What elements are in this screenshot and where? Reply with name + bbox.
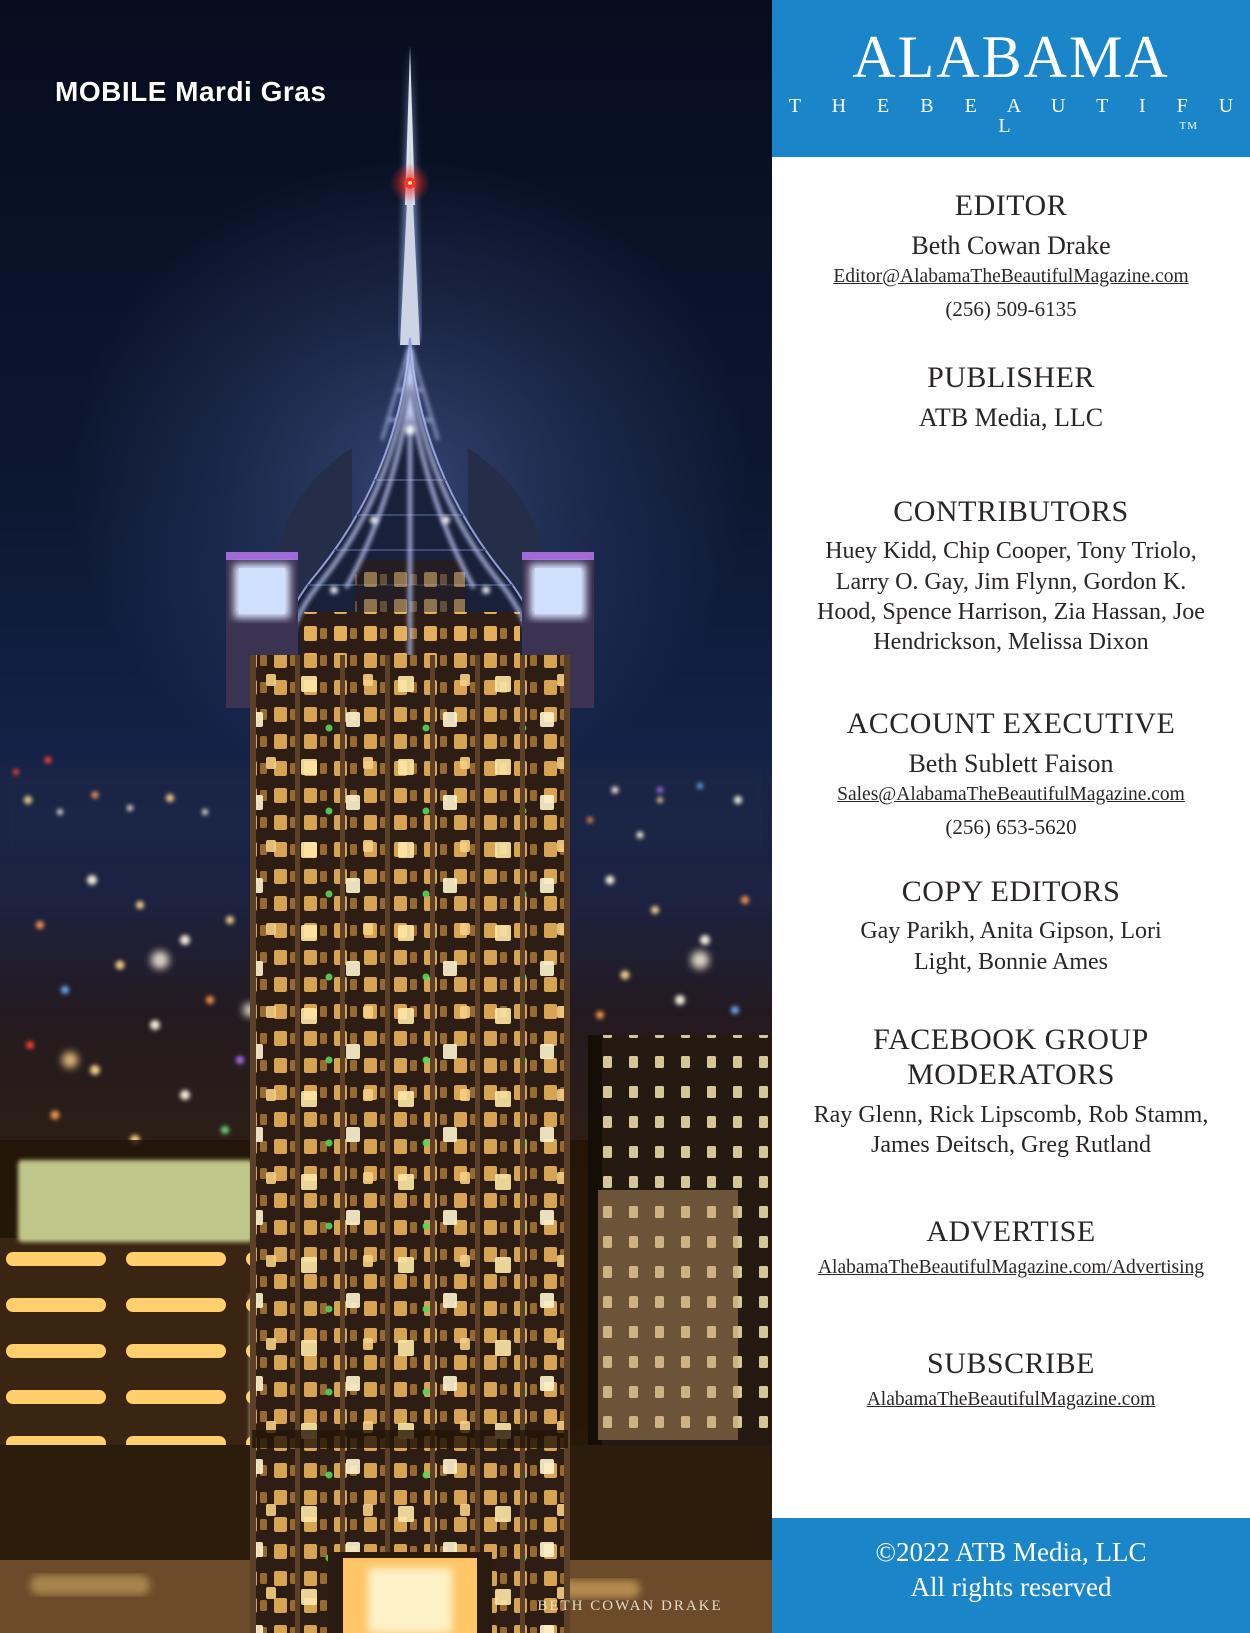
editor-name: Beth Cowan Drake [911, 231, 1111, 261]
account-executive-phone: (256) 653-5620 [945, 814, 1077, 839]
subscribe-link[interactable]: AlabamaTheBeautifulMagazine.com [866, 1389, 1156, 1411]
magazine-logo [772, 0, 1250, 157]
section-heading: CONTRIBUTORS [893, 495, 1129, 528]
section-heading: SUBSCRIBE [927, 1347, 1095, 1380]
photo-caption: MOBILE Mardi Gras [55, 76, 327, 107]
section-subscribe [772, 1346, 1250, 1412]
section-editor [772, 188, 1250, 322]
copy-editors-names: Gay Parikh, Anita Gipson, Lori Light, Bonnie Ames [860, 918, 1162, 975]
account-executive-name: Beth Sublett Faison [908, 749, 1114, 779]
sales-email-link[interactable]: Sales@AlabamaTheBeautifulMagazine.com [837, 783, 1185, 805]
rights-line: All rights reserved [910, 1572, 1112, 1603]
copyright-line: ©2022 ATB Media, LLC [875, 1537, 1147, 1567]
advertise-link[interactable]: AlabamaTheBeautifulMagazine.com/Advertising [817, 1257, 1205, 1279]
section-heading: EDITOR [954, 189, 1068, 222]
section-advertise [772, 1214, 1250, 1280]
section-contributors [772, 494, 1250, 657]
trademark-symbol: TM [1179, 120, 1198, 132]
moderators-names: Ray Glenn, Rick Lipscomb, Rob Stamm, James Deitsch, Greg Rutland [813, 1101, 1209, 1159]
brand-name: ALABAMA [852, 24, 1170, 90]
brand-tagline: T H E B E A U T I F U L [788, 95, 1247, 137]
section-heading: PUBLISHER [927, 361, 1095, 394]
contributors-names: Huey Kidd, Chip Cooper, Tony Triolo, Larry O. Gay, Jim Flynn, Gordon K. Hood, Spence Harrison, Zia Hassan, Joe Hendrickson, Melissa Dixon [817, 538, 1205, 656]
tower-entrance [328, 1552, 492, 1633]
section-account-executive [772, 706, 1250, 840]
section-heading: FACEBOOK GROUP MODERATORS [873, 1023, 1149, 1092]
section-heading: ACCOUNT EXECUTIVE [846, 707, 1176, 740]
section-facebook-moderators [772, 1022, 1250, 1160]
photo-credit: BETH COWAN DRAKE [537, 1598, 723, 1614]
editor-phone: (256) 509-6135 [945, 296, 1077, 321]
section-heading: COPY EDITORS [901, 875, 1121, 908]
copyright-footer [772, 1518, 1250, 1633]
section-publisher [772, 360, 1250, 437]
masthead-panel [772, 0, 1250, 1633]
editor-email-link[interactable]: Editor@AlabamaTheBeautifulMagazine.com [833, 265, 1189, 287]
publisher-name: ATB Media, LLC [918, 403, 1104, 433]
section-copy-editors [772, 874, 1250, 977]
section-heading: ADVERTISE [926, 1215, 1096, 1248]
